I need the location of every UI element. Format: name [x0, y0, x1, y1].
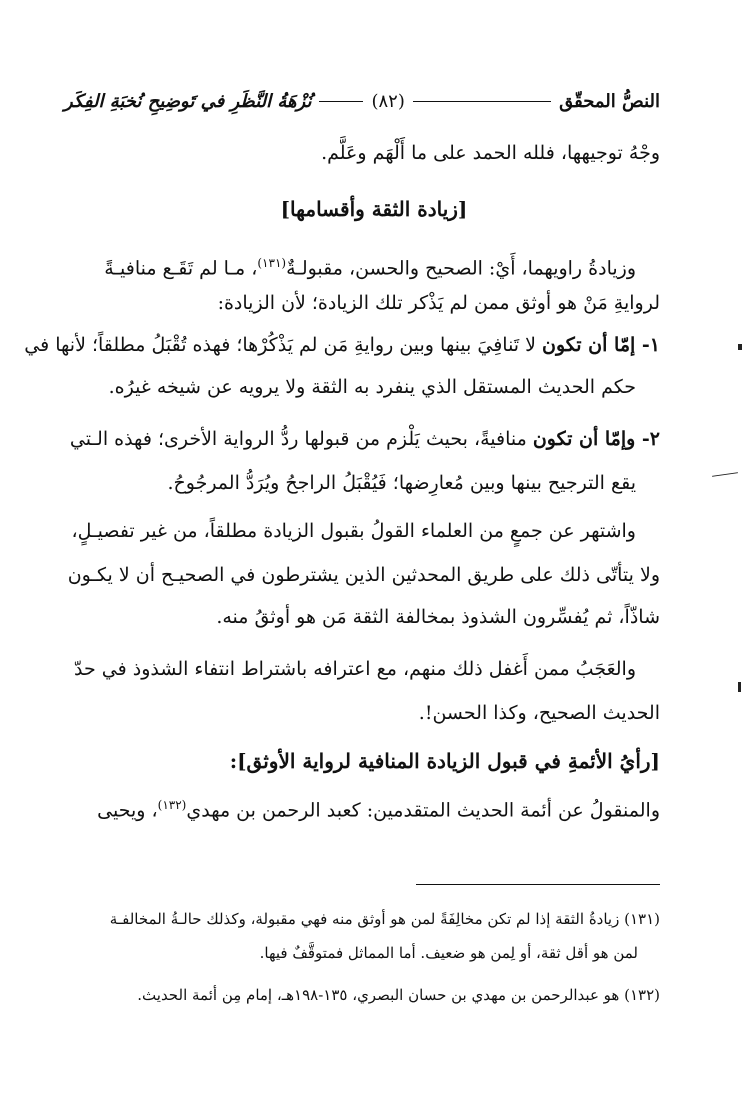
body-line-3: لروايةِ مَنْ هو أوثق ممن لم يَذْكر تلك الزيادة؛ لأن الزيادة: [217, 292, 660, 314]
footnote-131-line-2: لمن هو أقل ثقة، أو لِمن هو ضعيف. أما المماثل فمتوقَّفٌ فيها. [259, 944, 638, 962]
body-line-5: ولا يتأتّى ذلك على طريق المحدثين الذين يشترطون في الصحيـح أن لا يكـون [67, 564, 660, 586]
footnote-ref-132[interactable]: (١٣٢) [157, 798, 187, 812]
item-1-label: ١- إمّا أن تكون [542, 334, 660, 356]
body-line-8: الحديث الصحيح، وكذا الحسن!. [418, 702, 660, 724]
margin-arrow-mark [712, 472, 738, 477]
footnote-ref-131[interactable]: (١٣١) [257, 256, 287, 270]
body-line-4: واشتهر عن جمعٍ من العلماء القولُ بقبول الزيادة مطلقاً، من غير تفصيـلٍ، [71, 520, 636, 542]
header-rule-right [413, 101, 551, 102]
footnote-divider [416, 884, 660, 885]
line-2-end: ، مـا لم تَقَـع منافيـةً [104, 257, 258, 280]
line-9-text: والمنقولُ عن أئمة الحديث المتقدمين: كعبد الرحمن بن مهدي [186, 799, 660, 822]
running-header [64, 86, 660, 116]
margin-tick-right [738, 682, 741, 692]
item-2-label: ٢- وإمّا أن تكون [532, 428, 660, 450]
body-line-1: وجْهُ توجيهها، فلله الحمد على ما أَلْهَم وعَلَّم. [321, 142, 660, 164]
line-2-text: وزيادةُ راويهما، أَيْ: الصحيح والحسن، مقبولـةٌ [286, 257, 636, 280]
margin-dot-right [738, 344, 742, 350]
footnote-131-line-1: (١٣١) زيادةُ الثقة إذا لم تكن مخالِفَةً لمن هو أوثق منه فهي مقبولة، وكذلك حالـةُ المخالفـة [109, 910, 660, 928]
header-rule-left [319, 101, 363, 102]
item-2-text: منافيةً، بحيث يَلْزم من قبولها ردُّ الرواية الأخرى؛ فهذه الـتي [69, 428, 533, 450]
section-heading-additions: [زيادة الثقة وأقسامها] [280, 197, 468, 221]
page-number: (٨٢) [371, 90, 405, 112]
footnote-132: (١٣٢) هو عبدالرحمن بن مهدي بن حسان البصري، ١٣٥-١٩٨هـ، إمام مِن أئمة الحديث. [137, 986, 660, 1004]
item-1-text: لا تَنافِيَ بينها وبين روايةِ مَن لم يَذْكُرْها؛ فهذه تُقْبَلُ مطلقاً؛ لأنها في [24, 334, 543, 356]
body-line-2 [64, 248, 636, 278]
header-section: النصُّ المحقّق [559, 90, 660, 112]
book-title: نُزْهَةُ النَّظَرِ في تَوضِيحِ نُخبَةِ الفِكَر [64, 90, 312, 112]
line-9-end: ، ويحيى [97, 799, 158, 822]
body-line-9 [64, 790, 660, 820]
body-line-7: والعَجَبُ ممن أَغفل ذلك منهم، مع اعترافه باشتراط انتفاء الشذوذ في حدّ [74, 658, 636, 680]
list-item-2 [64, 424, 660, 454]
list-item-1-continuation: حكم الحديث المستقل الذي ينفرد به الثقة ولا يرويه عن شيخه غيرُه. [108, 376, 636, 398]
section-heading-imams: [رأيُ الأئمةِ في قبول الزيادة المنافية لرواية الأوثق]: [229, 749, 660, 773]
body-line-6: شاذّاً، ثم يُفسِّرون الشذوذ بمخالفة الثقة مَن هو أوثقُ منه. [216, 606, 660, 628]
list-item-1 [24, 330, 660, 360]
list-item-2-continuation: يقع الترجيح بينها وبين مُعارِضها؛ فَيُقْبَلُ الراجحُ ويُرَدُّ المرجُوحُ. [167, 472, 636, 494]
